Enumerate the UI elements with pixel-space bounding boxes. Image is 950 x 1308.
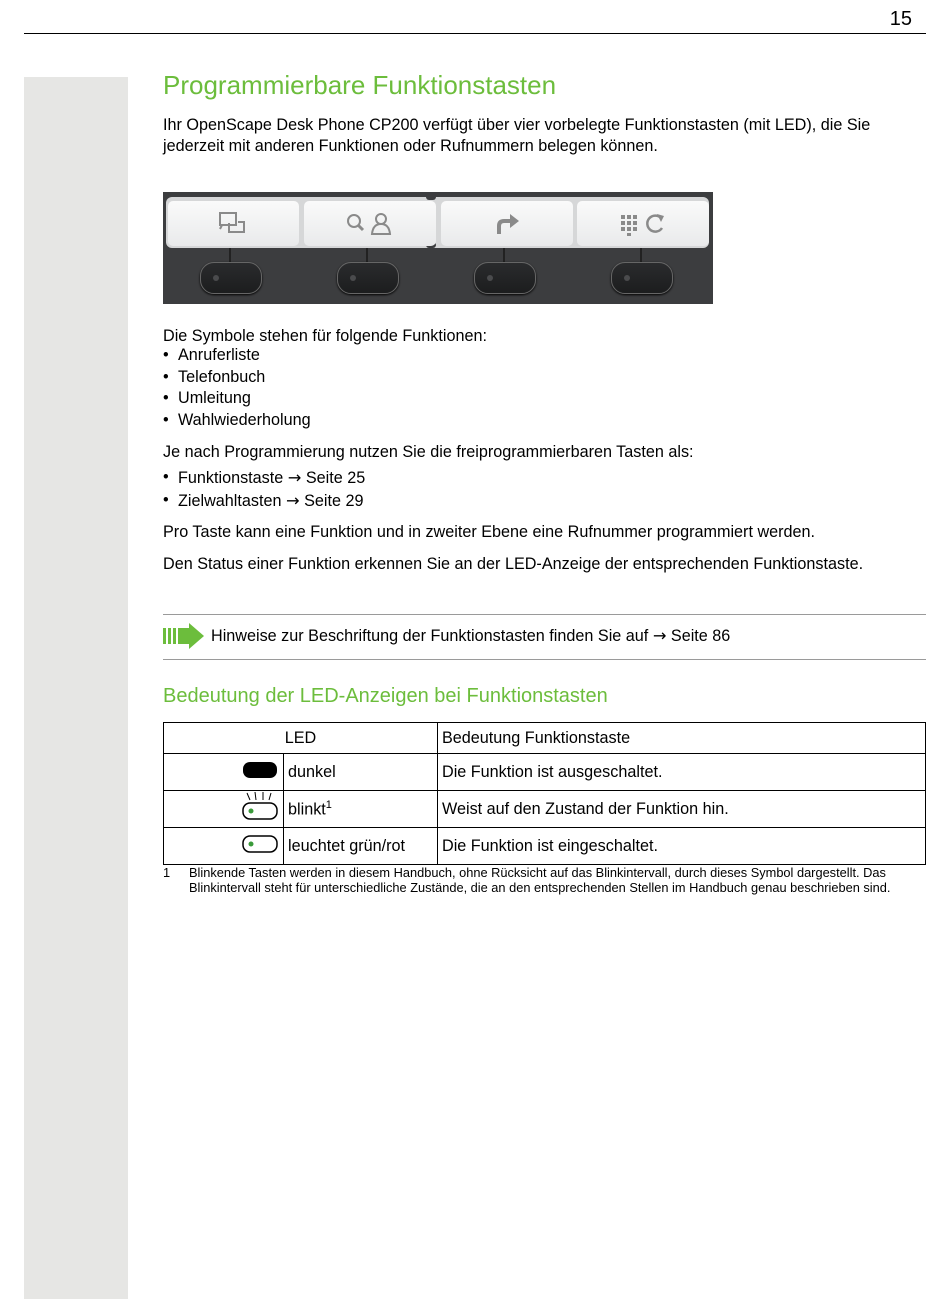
led-dark-icon bbox=[242, 759, 278, 781]
led-lit-icon bbox=[242, 833, 278, 855]
call-list-icon bbox=[168, 201, 299, 246]
arrow-right-icon: → bbox=[285, 490, 300, 510]
function-key-1[interactable] bbox=[200, 262, 262, 294]
section-title: Programmierbare Funktionstasten bbox=[163, 70, 557, 100]
symbols-intro: Die Symbole stehen für folgende Funktionen: bbox=[163, 327, 487, 345]
programming-intro: Je nach Programmierung nutzen Sie die freiprogrammierbaren Tasten als: bbox=[163, 443, 694, 461]
list-item: • Wahlwiederholung bbox=[163, 410, 311, 432]
main-content bbox=[163, 68, 928, 895]
led-indicator bbox=[350, 275, 356, 281]
page-link[interactable]: Seite 86 bbox=[670, 627, 731, 645]
note-box bbox=[163, 614, 926, 660]
redial-icon bbox=[577, 201, 709, 246]
list-item: • Zielwahltasten → Seite 29 bbox=[163, 490, 365, 513]
led-indicator bbox=[213, 275, 219, 281]
column-header-led: LED bbox=[164, 723, 438, 754]
list-item: • Telefonbuch bbox=[163, 367, 311, 389]
forwarding-icon bbox=[441, 201, 573, 246]
led-meaning: Weist auf den Zustand der Funktion hin. bbox=[438, 791, 926, 828]
led-indicator bbox=[624, 275, 630, 281]
footnote-text: Blinkende Tasten werden in diesem Handbuch, ohne Rücksicht auf das Blinkintervall, durch dieses Symbol dargestellt. Das Blinkintervall steht für unterschiedliche Zustände, die an den entsprechenden Stellen im Handbuch genau beschrieben sind. bbox=[189, 865, 891, 895]
led-table bbox=[163, 722, 926, 865]
arrow-right-icon: → bbox=[652, 626, 667, 645]
footnote-number: 1 bbox=[163, 865, 171, 880]
led-blinking-icon bbox=[242, 792, 278, 822]
per-key-paragraph: Pro Taste kann eine Funktion und in zweiter Ebene eine Rufnummer programmiert werden. bbox=[163, 523, 816, 541]
footnote-marker: 1 bbox=[325, 798, 332, 811]
phonebook-icon bbox=[304, 201, 436, 246]
list-item: • Umleitung bbox=[163, 388, 311, 410]
led-indicator bbox=[487, 275, 493, 281]
table-row bbox=[164, 828, 926, 865]
note-text: Hinweise zur Beschriftung der Funktionstasten finden Sie auf → Seite 86 bbox=[211, 626, 731, 645]
list-item: • Anruferliste bbox=[163, 345, 311, 367]
footnote bbox=[163, 865, 928, 895]
function-key-2[interactable] bbox=[337, 262, 399, 294]
column-header-meaning: Bedeutung Funktionstaste bbox=[438, 723, 926, 754]
function-key-3[interactable] bbox=[474, 262, 536, 294]
list-item: • Funktionstaste → Seite 25 bbox=[163, 467, 365, 490]
table-row bbox=[164, 791, 926, 828]
page-link[interactable]: Seite 29 bbox=[304, 491, 364, 510]
page-link[interactable]: Seite 25 bbox=[305, 469, 366, 487]
function-key-4[interactable] bbox=[611, 262, 673, 294]
led-state: dunkel bbox=[284, 754, 438, 791]
led-state: blinkt$^1$ bbox=[284, 791, 438, 828]
table-row bbox=[164, 754, 926, 791]
header-rule bbox=[24, 33, 926, 34]
table-header-row bbox=[164, 723, 926, 754]
note-arrow-icon bbox=[163, 623, 205, 649]
led-meaning: Die Funktion ist eingeschaltet. bbox=[438, 828, 926, 865]
phone-function-keys-image bbox=[163, 192, 713, 304]
arrow-right-icon: → bbox=[287, 468, 302, 487]
intro-paragraph: Ihr OpenScape Desk Phone CP200 verfügt über vier vorbelegte Funktionstasten (mit LED), die Sie jederzeit mit anderen Funktionen oder Rufnummern belegen können. bbox=[163, 116, 871, 155]
programming-list bbox=[163, 467, 365, 512]
led-state: leuchtet grün/rot bbox=[284, 828, 438, 865]
led-meaning: Die Funktion ist ausgeschaltet. bbox=[438, 754, 926, 791]
symbols-list bbox=[163, 345, 311, 431]
led-section-title: Bedeutung der LED-Anzeigen bei Funktionstasten bbox=[163, 685, 608, 707]
page-number: 15 bbox=[889, 8, 912, 30]
status-paragraph: Den Status einer Funktion erkennen Sie an der LED-Anzeige der entsprechenden Funktionstaste. bbox=[163, 555, 864, 573]
side-margin-band bbox=[24, 77, 128, 1299]
